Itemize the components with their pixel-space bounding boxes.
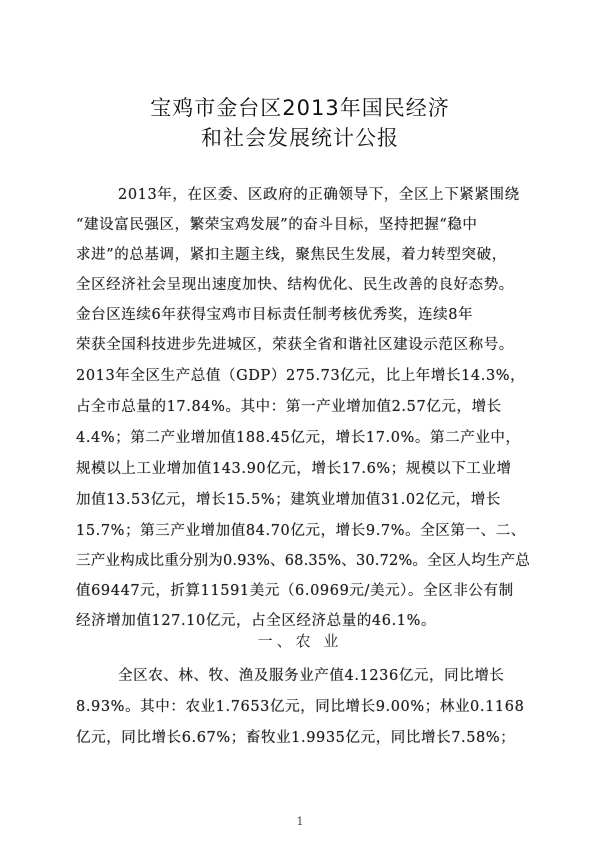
text-line: 2013年，在区委、区政府的正确领导下，全区上下紧紧围绕 [118,187,520,203]
report-title-line1: 宝鸡市金台区2013年国民经济 [150,96,450,120]
text-line: 2013年全区生产总值（GDP）275.73亿元，比上年增长14.3%， [76,368,526,384]
text-line: 全区经济社会呈现出速度加快、结构优化、民生改善的良好态势。 [76,277,514,293]
text-line: 求进”的总基调，紧扣主题主线，聚焦民生发展，着力转型突破， [76,247,507,263]
text-line: 全区农、林、牧、渔及服务业产值4.1236亿元，同比增长 [118,668,505,684]
text-line: 经济增加值127.10亿元，占全区经济总量的46.1%。 [76,613,437,629]
text-line: 荣获全国科技进步先进城区，荣获全省和谐社区建设示范区称号。 [76,337,514,353]
report-title-line2: 和社会发展统计公报 [201,126,399,150]
text-line: 亿元，同比增长6.67%；畜牧业1.9935亿元，同比增长7.58%； [76,730,516,746]
text-line: “建设富民强区，繁荣宝鸡发展”的奋斗目标，坚持把握“稳中 [76,217,478,233]
text-line: 加值13.53亿元，增长15.5%；建筑业增加值31.02亿元，增长 [76,492,501,508]
section-heading-agriculture: 一、农 业 [257,632,343,650]
page-number: 1 [296,815,304,828]
text-line: 金台区连续6年获得宝鸡市目标责任制考核优秀奖，连续8年 [76,307,474,323]
text-line: 占全市总量的17.84%。其中：第一产业增加值2.57亿元，增长 [76,399,502,415]
text-line: 值69447元，折算11591美元（6.0969元/美元）。全区非公有制 [76,583,514,599]
text-line: 规模以上工业增加值143.90亿元，增长17.6%；规模以下工业增 [76,461,512,477]
text-line: 4.4%；第二产业增加值188.45亿元，增长17.0%。第二产业中， [76,430,521,446]
text-line: 三产业构成比重分别为0.93%、68.35%、30.72%。全区人均生产总 [76,553,531,569]
text-line: 8.93%。其中：农业1.7653亿元，同比增长9.00%；林业0.1168 [76,699,525,715]
text-line: 15.7%；第三产业增加值84.70亿元，增长9.7%。全区第一、二、 [76,523,526,539]
